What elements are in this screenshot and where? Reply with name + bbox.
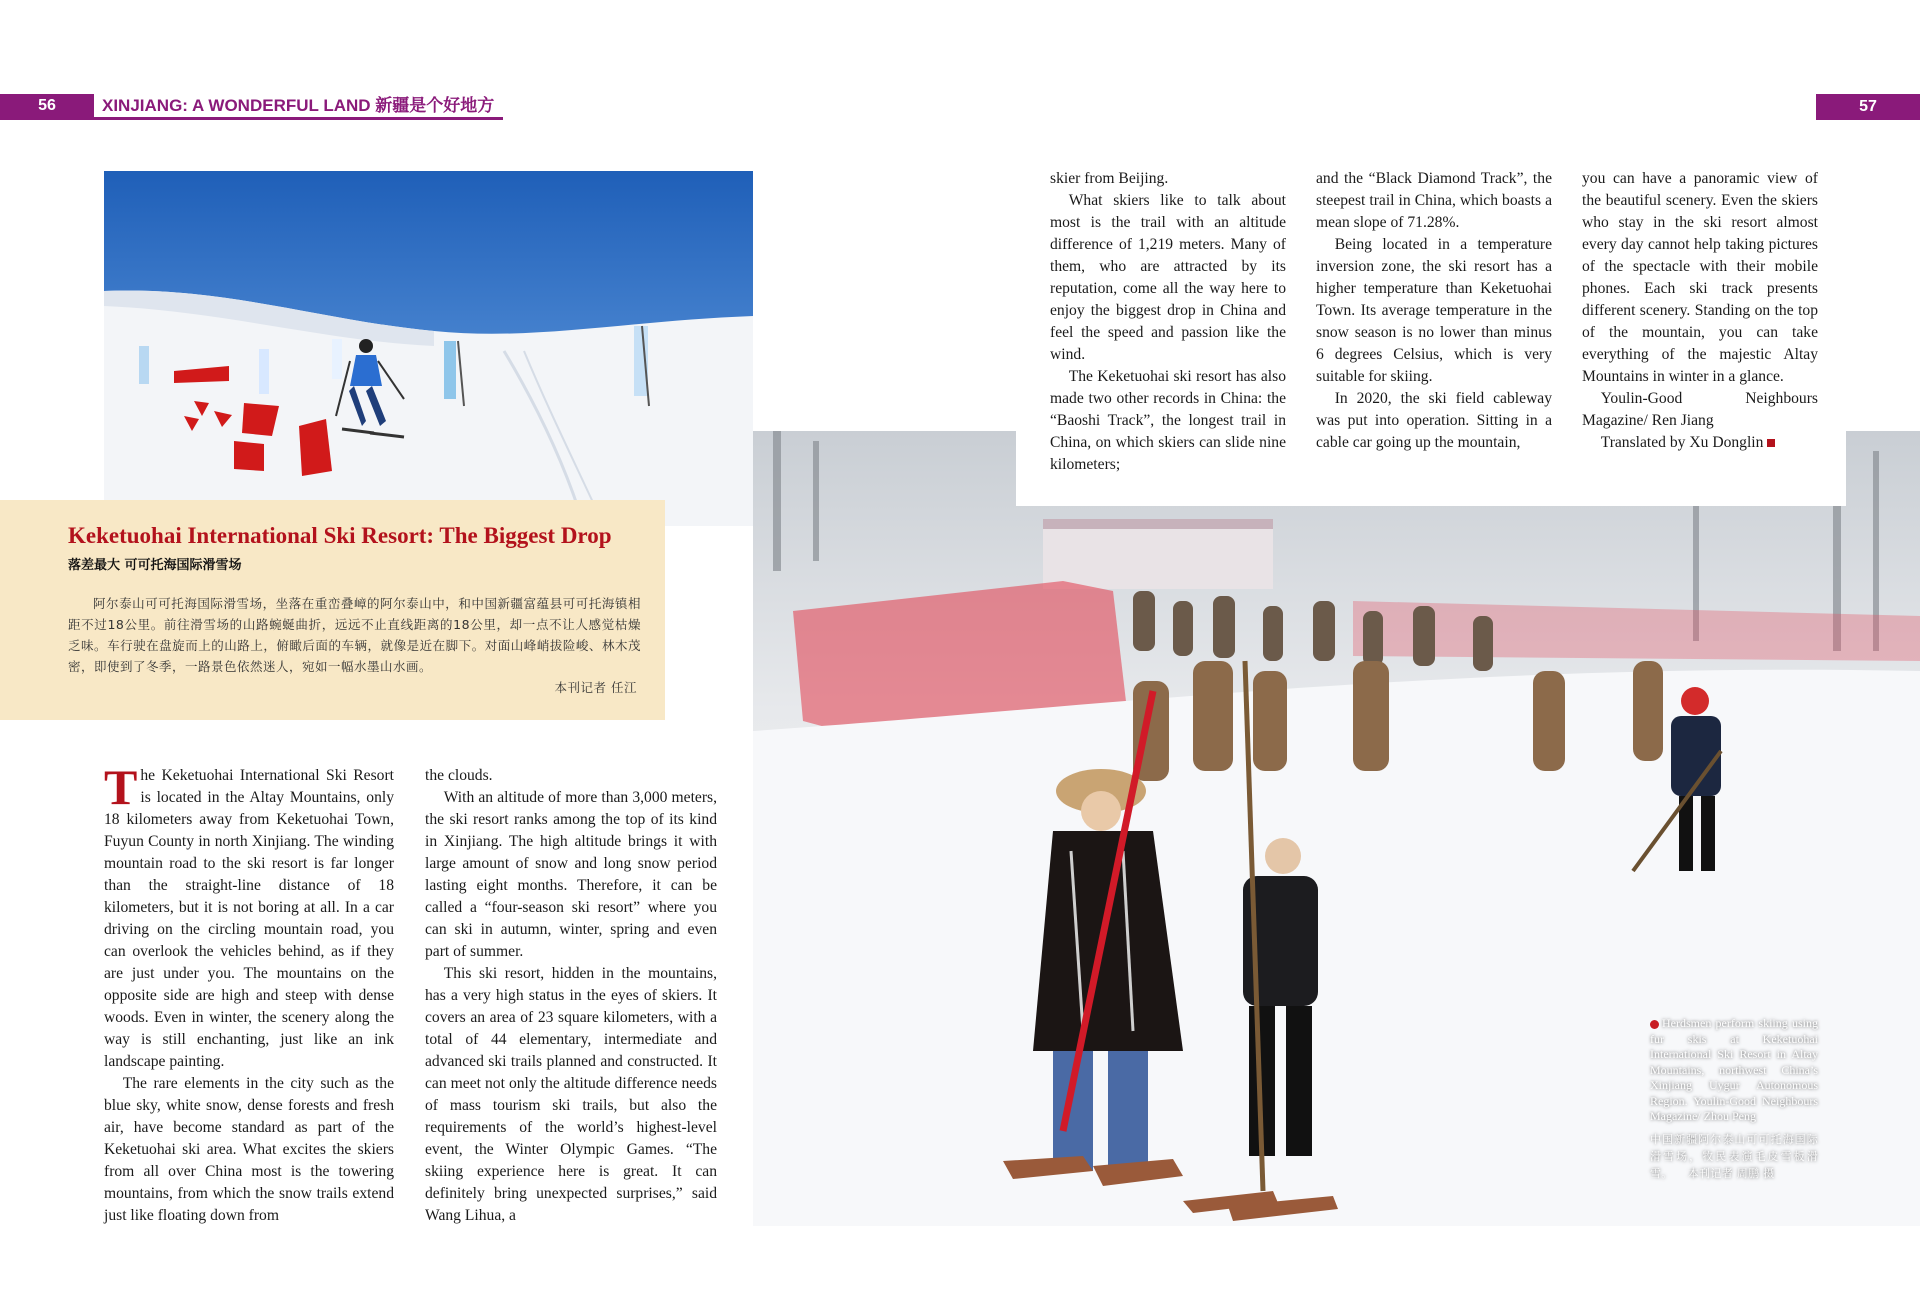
body-paragraph: The Keketuohai ski resort has also made two other records in China: the “Baoshi Track”, the longest trail in China, on which skiers can slide nine kilometers;	[1050, 368, 1286, 473]
body-paragraph: the clouds.	[425, 767, 493, 784]
body-paragraph: In 2020, the ski field cableway was put into operation. Sitting in a cable car going up the mountain,	[1316, 390, 1552, 451]
body-paragraph: Being located in a temperature inversion zone, the ski resort has a higher temperature than Keketuohai Town. Its average temperature in the snow season is no lower than minus 6 degrees Celsius, which is very suitable for skiing.	[1316, 236, 1552, 385]
paragraph-text: he Keketuohai International Ski Resort is located in the Altay Mountains, only 18 kilometers away from Keketuohai Town, Fuyun County in north Xinjiang. The winding mountain road to the ski resort is far longer than the straight-line distance of 18 kilometers, but it is not boring at all. In a car driving on the circling mountain road, you can overlook the vehicles behind, as if they are just under you. The mountains on the opposite side are high and steep with dense woods. Even in winter, the scenery along the way is still enchanting, just like an ink landscape painting.	[104, 767, 394, 1070]
caption-en	[1650, 1016, 1818, 1125]
right-page-number: 57	[1816, 94, 1920, 120]
body-paragraph: What skiers like to talk about most is the trail with an altitude difference of 1,219 meters. Many of them, who are attracted by its reputation, come all the way here to enjoy the biggest drop in China and feel the speed and passion like the wind.	[1050, 192, 1286, 363]
translator-text: Translated by Xu Donglin	[1600, 434, 1764, 451]
body-paragraph: The rare elements in the city such as the blue sky, white snow, dense forests and fresh air, have become standard as part of the Keketuohai ski area. What excites the skiers from all over China most is the towering mountains, from which the snow trails extend just like floating down from	[104, 1075, 394, 1224]
article-title-box	[0, 500, 665, 720]
chinese-summary-credit: 本刊记者 任江	[554, 680, 637, 695]
body-column-1	[104, 759, 394, 1227]
chinese-summary	[68, 593, 641, 698]
skier-photo	[104, 171, 753, 526]
body-column-5	[1582, 168, 1818, 454]
left-page-header	[0, 94, 503, 122]
drop-cap: T	[104, 759, 138, 815]
body-column-2	[425, 765, 717, 1227]
body-paragraph: With an altitude of more than 3,000 meters, the ski resort ranks among the top of its kind in Xinjiang. The high altitude brings it with large amount of snow and long snow period lasting eight months. Therefore, it can be called a “four-season ski resort” where you can ski in autumn, winter, spring and even part of summer.	[425, 789, 717, 960]
body-paragraph: and the “Black Diamond Track”, the steepest trail in China, which boasts a mean slope of 71.28%.	[1316, 170, 1552, 231]
left-page-number: 56	[0, 94, 94, 117]
header-rule	[0, 117, 503, 120]
article-title-en: Keketuohai International Ski Resort: The Biggest Drop	[68, 523, 612, 548]
body-column-3	[1050, 168, 1286, 476]
author-credit: Youlin-Good Neighbours Magazine/ Ren Jiang	[1582, 390, 1818, 429]
caption-cn-credit: 本刊记者 周鹏 摄	[1687, 1166, 1775, 1180]
body-column-4	[1316, 168, 1552, 454]
article-title-cn: 落差最大 可可托海国际滑雪场	[68, 558, 242, 573]
translator-credit	[1582, 432, 1818, 454]
body-paragraph: you can have a panoramic view of the beautiful scenery. Even the skiers who stay in the ski resort almost every day cannot help taking pictures of the spectacle with their mobile phones. Each ski track presents different scenery. Standing on the top of the mountain, you can take everything of the majestic Altay Mountains in winter in a glance.	[1582, 170, 1818, 385]
chinese-summary-text: 阿尔泰山可可托海国际滑雪场，坐落在重峦叠嶂的阿尔泰山中，和中国新疆富蕴县可可托海镇相距不过18公里。前往滑雪场的山路蜿蜒曲折，远远不止直线距离的18公里，却一点不让人感觉枯燥乏味。车行驶在盘旋而上的山路上，俯瞰后面的车辆，就像是近在脚下。对面山峰峭拔险峻、林木茂密，即使到了冬季，一路景色依然迷人，宛如一幅水墨山水画。	[68, 596, 641, 674]
caption-cn	[1650, 1131, 1818, 1182]
body-paragraph: This ski resort, hidden in the mountains, has a very high status in the eyes of skiers. It covers an area of 23 square kilometers, with a total of 44 elementary, intermediate and advanced ski trails planned and constructed. It can meet not only the altitude difference needs of mass tourism ski trails, but also the requirements of the world’s highest-level event, the Winter Olympic Games. “The skiing experience here is great. It can definitely bring unexpected surprises,” said Wang Lihua, a	[425, 965, 717, 1224]
caption-bullet-icon	[1650, 1020, 1659, 1029]
caption-en-text: Herdsmen perform skiing using fur skis at Keketuohai International Ski Resort in Altay Mountains, northwest China’s Xinjiang Uygur Autonomous Region. Youlin-Good Neighbours Magazine/ Zhou Peng	[1650, 1016, 1818, 1123]
end-mark-icon	[1767, 439, 1775, 447]
body-paragraph	[104, 759, 394, 1073]
section-title: XINJIANG: A WONDERFUL LAND 新疆是个好地方	[102, 96, 495, 115]
photo-caption	[1650, 1016, 1818, 1182]
caption-cn-text: 中国新疆阿尔泰山可可托海国际滑雪场，牧民表演毛皮雪板滑雪。	[1650, 1132, 1818, 1180]
body-paragraph: skier from Beijing.	[1050, 170, 1169, 187]
